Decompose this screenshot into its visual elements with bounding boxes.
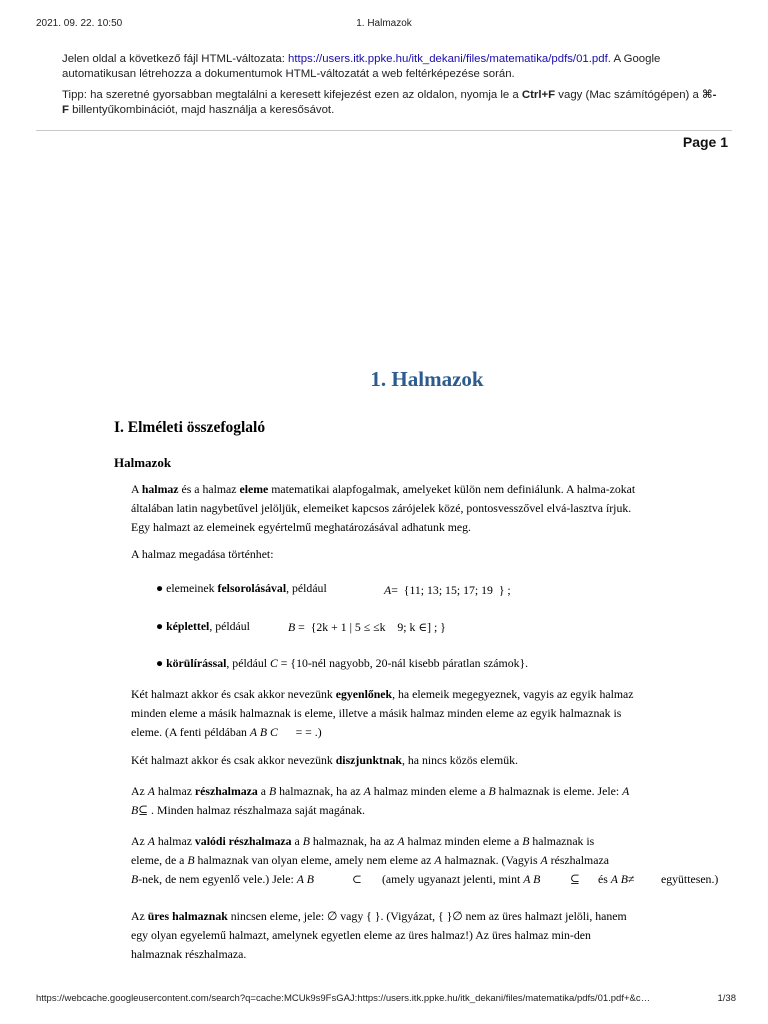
source-pdf-link[interactable]: https://users.itk.ppke.hu/itk_dekani/files/matematika/pdfs/01.pdf [288,53,608,65]
valodi-line-3-b: (amely ugyanazt jelenti, mint A B [382,872,541,886]
bullet-felsorolas: ● elemeinek felsorolásával, például [156,581,327,595]
print-footer [0,993,768,1007]
intro-paragraph: A halmaz és a halmaz eleme matematikai alapfogalmak, amelyeket külön nem definiálunk. A halma-zokat általában latin nagybetűvel jelöljük, elemeiket kapcsos zárójelek közé, pontosvesszővel elvá-lasztva írjuk. Egy halmazt az elemeinek egyértelmű meghatározásával adhatunk meg. [131,482,636,534]
cmd-f-shortcut: ⌘-F [62,89,717,116]
document-title: 1. Halmazok [370,367,484,391]
section-heading: I. Elméleti összefoglaló [114,419,266,436]
ures-paragraph: Az üres halmaznak nincsen eleme, jele: ∅ vagy { }. (Vigyázat, { }∅ nem az üres halmazt jelöli, hanem egy olyan egyelemű halmazt, amelynek egyetlen eleme az üres halmaz!) Az üres halmaz min-den halmaznak részhalmaza. [131,909,627,961]
subset-symbol: ⊆ [570,872,580,886]
reszhalmaz-paragraph: Az A halmaz részhalmaza a B halmaznak, ha az A halmaz minden eleme a B halmaznak is eleme. Jele: A B⊆ . Minden halmaz részhalmaza saját magának. [131,784,630,817]
print-date: 2021. 09. 22. 10:50 [36,18,123,29]
notice-divider [36,130,732,131]
megadas-paragraph: A halmaz megadása történhet: [131,547,274,561]
set-b-example: B = {2k + 1 | 5 ≤ ≤k 9; k ∈] ; } [288,620,446,634]
cache-notice [62,52,722,124]
proper-subset-symbol: ⊂ [352,872,362,886]
valodi-line-3-d: együttesen.) [661,872,719,886]
valodi-line-3: B-nek, de nem egyenlő vele.) Jele: A B [131,872,314,886]
bullet-keplet: ● képlettel, például [156,619,250,633]
cache-notice-tip: Tipp: ha szeretné gyorsabban megtalálni a keresett kifejezést ezen az oldalon, nyomja le a Ctrl+F vagy (Mac számítógépen) a ⌘-F billentyűkombinációt, majd használja a keresősávot. [62,89,717,116]
valodi-line-2: eleme, de a B halmaznak van olyan eleme, amely nem eleme az A halmaznak. (Vagyis A részhalmaza [131,853,609,867]
valodi-line-3-c: és A B≠ [598,872,635,886]
print-header [0,18,768,32]
subsection-heading: Halmazok [114,455,172,470]
print-footer-url: https://webcache.googleusercontent.com/search?q=cache:MCUk9s9FsGAJ:https://users.itk.ppke.hu/itk_dekani/files/matematika/pdfs/01.pdf+&c… [36,993,651,1004]
print-page-title: 1. Halmazok [356,18,412,29]
egyenlo-paragraph: Két halmazt akkor és csak akkor nevezünk egyenlőnek, ha elemeik megegyeznek, vagyis az egyik halmaz minden eleme a másik halmaznak is eleme, illetve a másik halmaz minden eleme az egyik halmaznak is eleme. (A fenti példában A B C = = .) [131,687,634,739]
valodi-line-1: Az A halmaz valódi részhalmaza a B halmaznak, ha az A halmaz minden eleme a B halmaznak is [131,834,595,848]
diszjunkt-paragraph: Két halmazt akkor és csak akkor nevezünk diszjunktnak, ha nincs közös elemük. [131,753,518,767]
ctrl-f-shortcut: Ctrl+F [521,89,556,101]
print-page-number: 1/38 [717,993,736,1004]
cache-notice-source: Jelen oldal a következő fájl HTML-változata: https://users.itk.ppke.hu/itk_dekani/files/matematika/pdfs/01.pdf. A Google automatikusan létrehozza a dokumentumok HTML-változatát a web feltérképezése során. [62,53,661,80]
bullet-korulirassal: ● körülírással, például C = {10-nél nagyobb, 20-nál kisebb páratlan számok}. [156,656,529,670]
page-label: Page 1 [682,134,728,150]
set-a-example: A= {11; 13; 15; 17; 19 } ; [384,583,511,597]
